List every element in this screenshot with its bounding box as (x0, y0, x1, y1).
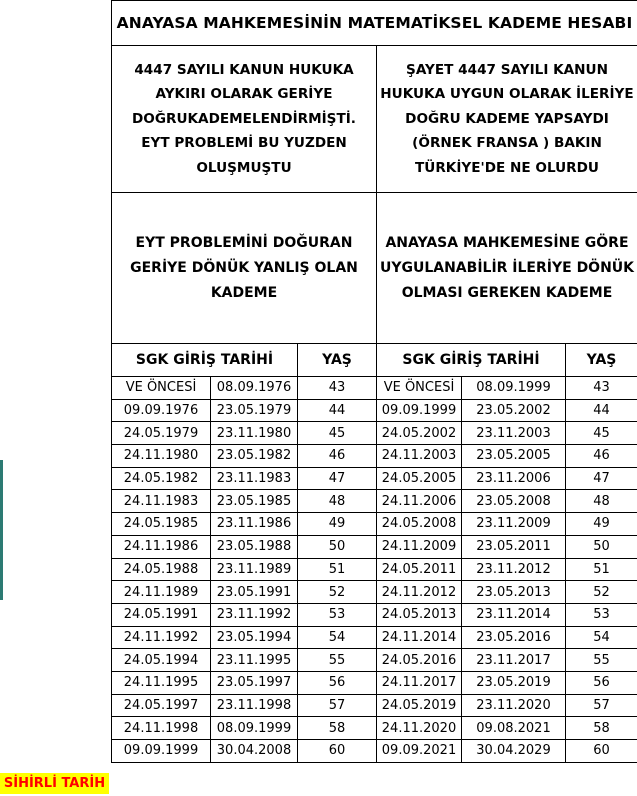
cell-l-to: 08.09.1976 (211, 377, 298, 400)
table-title: ANAYASA MAHKEMESİNİN MATEMATİKSEL KADEME HESABI (112, 1, 637, 46)
cell-r-from: 24.05.2016 (377, 649, 462, 672)
cell-r-age: 43 (566, 377, 637, 400)
left-heading-line: KADEME (210, 284, 278, 301)
cell-l-from: VE ÖNCESİ (112, 377, 211, 400)
table-row (112, 535, 637, 558)
cell-r-to: 23.11.2009 (462, 513, 566, 536)
cell-r-from: 24.05.2011 (377, 558, 462, 581)
cell-l-from: 09.09.1976 (112, 399, 211, 422)
cell-r-from: 24.11.2017 (377, 671, 462, 694)
cell-l-age: 55 (298, 649, 377, 672)
cell-l-to: 23.05.1979 (211, 399, 298, 422)
cell-r-age: 50 (566, 535, 637, 558)
right-note (377, 46, 637, 193)
left-heading-line: EYT PROBLEMİNİ DOĞURAN (135, 234, 353, 251)
cell-l-to: 23.05.1988 (211, 535, 298, 558)
table-row (112, 445, 637, 468)
cell-r-to: 23.11.2017 (462, 649, 566, 672)
left-margin-strip (0, 0, 111, 796)
table-row (112, 740, 637, 763)
cell-r-to: 23.11.2006 (462, 467, 566, 490)
cell-l-age: 60 (298, 740, 377, 763)
cell-r-from: 24.05.2013 (377, 603, 462, 626)
right-note-line: TÜRKİYE'DE NE OLURDU (415, 159, 599, 176)
cell-l-from: 24.11.1989 (112, 581, 211, 604)
left-edge-accent (0, 460, 3, 600)
cell-l-age: 46 (298, 445, 377, 468)
cell-r-age: 51 (566, 558, 637, 581)
cell-r-age: 58 (566, 717, 637, 740)
cell-l-from: 24.05.1982 (112, 467, 211, 490)
cell-r-age: 52 (566, 581, 637, 604)
cell-l-age: 57 (298, 694, 377, 717)
left-note-line: EYT PROBLEMİ BU YUZDEN (141, 135, 347, 152)
cell-l-from: 24.05.1988 (112, 558, 211, 581)
magic-date-label: SİHİRLİ TARİH (0, 773, 109, 794)
cell-r-age: 46 (566, 445, 637, 468)
cell-r-age: 48 (566, 490, 637, 513)
cell-l-to: 23.05.1982 (211, 445, 298, 468)
table-row (112, 558, 637, 581)
left-age-header: YAŞ (298, 344, 377, 377)
cell-r-from: 24.11.2014 (377, 626, 462, 649)
cell-l-to: 23.11.1992 (211, 603, 298, 626)
cell-l-age: 43 (298, 377, 377, 400)
cell-r-to: 23.05.2002 (462, 399, 566, 422)
cell-l-to: 08.09.1999 (211, 717, 298, 740)
cell-r-age: 54 (566, 626, 637, 649)
cell-l-age: 52 (298, 581, 377, 604)
cell-r-from: 24.05.2019 (377, 694, 462, 717)
cell-r-from: 09.09.2021 (377, 740, 462, 763)
table-row (112, 490, 637, 513)
table-row (112, 671, 637, 694)
cell-l-age: 54 (298, 626, 377, 649)
cell-r-to: 09.08.2021 (462, 717, 566, 740)
cell-l-from: 24.11.1983 (112, 490, 211, 513)
cell-r-from: 24.11.2009 (377, 535, 462, 558)
right-date-header: SGK GİRİŞ TARİHİ (377, 344, 566, 377)
table-row (112, 399, 637, 422)
table-row (112, 513, 637, 536)
left-heading-line: GERİYE DÖNÜK YANLIŞ OLAN (130, 259, 358, 276)
table-row (112, 467, 637, 490)
left-note-line: DOĞRUKADEMELENDİRMİŞTİ. (132, 110, 356, 127)
cell-r-from: 24.11.2020 (377, 717, 462, 740)
cell-l-from: 24.11.1995 (112, 671, 211, 694)
cell-l-age: 51 (298, 558, 377, 581)
cell-r-age: 56 (566, 671, 637, 694)
cell-l-age: 48 (298, 490, 377, 513)
cell-r-age: 57 (566, 694, 637, 717)
cell-r-age: 47 (566, 467, 637, 490)
cell-l-to: 23.11.1998 (211, 694, 298, 717)
right-note-line: DOĞRU KADEME YAPSAYDI (405, 110, 609, 127)
cell-l-to: 23.11.1986 (211, 513, 298, 536)
table-row (112, 422, 637, 445)
cell-l-from: 24.05.1985 (112, 513, 211, 536)
right-note-line: HUKUKA UYGUN OLARAK İLERİYE (380, 86, 634, 103)
cell-l-to: 23.11.1983 (211, 467, 298, 490)
cell-r-from: VE ÖNCESİ (377, 377, 462, 400)
cell-r-age: 44 (566, 399, 637, 422)
cell-r-to: 23.05.2019 (462, 671, 566, 694)
cell-r-to: 08.09.1999 (462, 377, 566, 400)
right-heading-line: ANAYASA MAHKEMESİNE GÖRE (385, 234, 629, 251)
cell-l-age: 47 (298, 467, 377, 490)
table-row (112, 717, 637, 740)
table-row (112, 649, 637, 672)
cell-l-to: 23.11.1989 (211, 558, 298, 581)
cell-l-age: 50 (298, 535, 377, 558)
cell-l-age: 49 (298, 513, 377, 536)
cell-r-age: 53 (566, 603, 637, 626)
cell-r-age: 60 (566, 740, 637, 763)
left-note-line: OLUŞMUŞTU (196, 159, 292, 176)
cell-r-to: 23.05.2005 (462, 445, 566, 468)
cell-l-from: 24.11.1998 (112, 717, 211, 740)
table-row (112, 694, 637, 717)
right-note-line: ŞAYET 4447 SAYILI KANUN (406, 61, 608, 78)
cell-r-to: 23.05.2013 (462, 581, 566, 604)
cell-l-from: 24.11.1980 (112, 445, 211, 468)
cell-l-to: 23.05.1997 (211, 671, 298, 694)
right-heading-line: OLMASI GEREKEN KADEME (401, 284, 613, 301)
cell-l-age: 44 (298, 399, 377, 422)
cell-l-from: 24.05.1991 (112, 603, 211, 626)
left-note-line: 4447 SAYILI KANUN HUKUKA (134, 61, 354, 78)
left-note-line: AYKIRI OLARAK GERİYE (155, 86, 333, 103)
kademe-table (111, 0, 637, 763)
cell-l-from: 24.11.1986 (112, 535, 211, 558)
cell-l-to: 23.11.1980 (211, 422, 298, 445)
cell-l-from: 24.05.1997 (112, 694, 211, 717)
cell-r-from: 24.11.2003 (377, 445, 462, 468)
table-row (112, 603, 637, 626)
right-note-line: (ÖRNEK FRANSA ) BAKIN (412, 135, 602, 152)
left-heading (112, 193, 377, 344)
cell-r-to: 23.11.2020 (462, 694, 566, 717)
cell-l-from: 24.05.1979 (112, 422, 211, 445)
cell-l-to: 23.05.1991 (211, 581, 298, 604)
cell-l-from: 24.11.1992 (112, 626, 211, 649)
right-age-header: YAŞ (566, 344, 637, 377)
cell-l-to: 23.05.1985 (211, 490, 298, 513)
data-rows (112, 377, 637, 763)
cell-l-age: 53 (298, 603, 377, 626)
cell-l-to: 23.05.1994 (211, 626, 298, 649)
cell-r-to: 30.04.2029 (462, 740, 566, 763)
cell-l-from: 24.05.1994 (112, 649, 211, 672)
cell-l-to: 30.04.2008 (211, 740, 298, 763)
cell-r-to: 23.05.2011 (462, 535, 566, 558)
cell-r-age: 55 (566, 649, 637, 672)
cell-r-from: 24.11.2012 (377, 581, 462, 604)
right-heading (377, 193, 637, 344)
cell-r-to: 23.11.2003 (462, 422, 566, 445)
table-row (112, 377, 637, 400)
right-heading-line: UYGULANABİLİR İLERİYE DÖNÜK (379, 259, 635, 276)
left-note (112, 46, 377, 193)
cell-l-to: 23.11.1995 (211, 649, 298, 672)
cell-r-to: 23.05.2016 (462, 626, 566, 649)
cell-r-from: 24.05.2005 (377, 467, 462, 490)
cell-r-from: 24.05.2002 (377, 422, 462, 445)
cell-r-to: 23.05.2008 (462, 490, 566, 513)
cell-r-age: 49 (566, 513, 637, 536)
cell-l-age: 58 (298, 717, 377, 740)
cell-l-age: 45 (298, 422, 377, 445)
cell-r-from: 24.11.2006 (377, 490, 462, 513)
cell-l-age: 56 (298, 671, 377, 694)
cell-l-from: 09.09.1999 (112, 740, 211, 763)
cell-r-to: 23.11.2014 (462, 603, 566, 626)
table-row (112, 581, 637, 604)
cell-r-from: 09.09.1999 (377, 399, 462, 422)
cell-r-to: 23.11.2012 (462, 558, 566, 581)
table-row (112, 626, 637, 649)
cell-r-from: 24.05.2008 (377, 513, 462, 536)
left-date-header: SGK GİRİŞ TARİHİ (112, 344, 298, 377)
cell-r-age: 45 (566, 422, 637, 445)
